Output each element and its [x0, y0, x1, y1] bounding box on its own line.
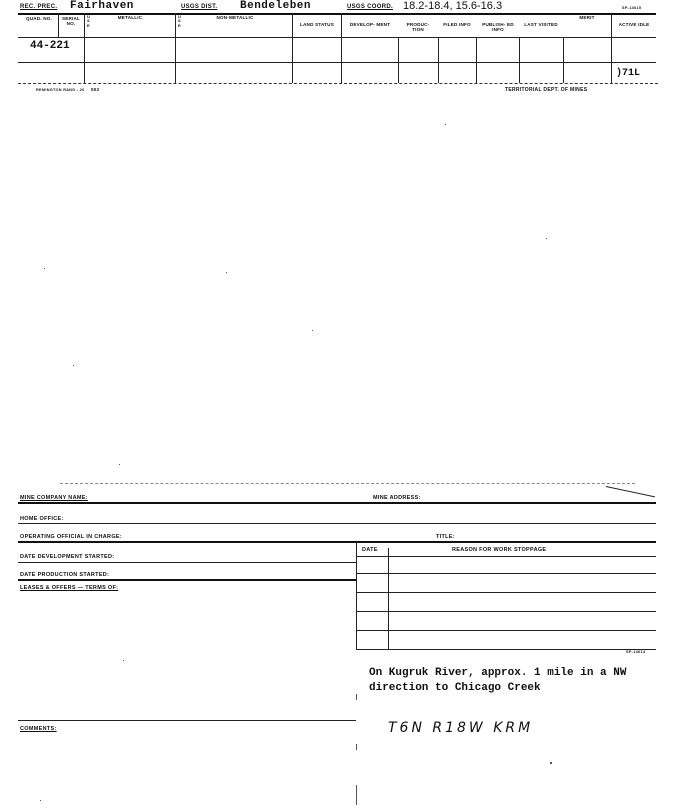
- stoppage-date-divider: [388, 548, 389, 649]
- divider: [563, 37, 564, 83]
- location-note-line1: On Kugruk River, approx. 1 mile in a NW: [369, 667, 627, 679]
- rec-prec-label: REC. PREC.: [20, 4, 58, 10]
- title-label: TITLE:: [436, 534, 455, 540]
- speck: [73, 365, 74, 366]
- divider: [84, 13, 85, 83]
- speck: [226, 272, 227, 273]
- col-filed-info: FILED INFO: [443, 22, 471, 27]
- quad-serial-value: 44-221: [30, 40, 70, 52]
- mine-address-label: MINE ADDRESS:: [373, 495, 421, 501]
- stoppage-row-rule: [356, 592, 656, 593]
- col-production: PRODUC- TION: [406, 22, 430, 32]
- speck: [546, 238, 547, 239]
- stoppage-reason-header: REASON FOR WORK STOPPAGE: [452, 547, 547, 553]
- col-serial-no: SERIAL NO.: [61, 16, 81, 26]
- home-office-rule: [18, 523, 656, 524]
- card-bottom-dash: [18, 83, 658, 84]
- divider: [292, 13, 293, 83]
- col-published-info: PUBLISH- ED INFO: [482, 22, 514, 32]
- card-printer-code: 502: [91, 87, 100, 92]
- col-use-non-metallic: U S E: [178, 14, 181, 28]
- col-metallic: METALLIC: [117, 15, 143, 20]
- stoppage-row-rule: [356, 630, 656, 631]
- leases-label: LEASES & OFFERS — TERMS OF:: [20, 585, 119, 591]
- bottom-card-top-edge: [60, 483, 635, 484]
- development-rule: [18, 562, 356, 563]
- active-idle-value: )71L: [616, 68, 641, 79]
- divider: [611, 13, 612, 83]
- edge-mark: [356, 694, 357, 700]
- divider: [341, 13, 342, 83]
- usgs-coord-label: USGS COORD.: [347, 4, 393, 10]
- col-non-metallic: NON-METALLIC: [216, 15, 254, 20]
- production-rule: [18, 579, 356, 581]
- col-development: DEVELOP- MENT: [349, 22, 391, 27]
- speck: [44, 268, 45, 269]
- speck: [445, 124, 446, 125]
- usgs-dist-label: USGS DIST.: [181, 4, 218, 10]
- form-number-top: SP-14615: [622, 6, 642, 10]
- speck: [312, 330, 313, 331]
- edge-mark: [356, 744, 357, 750]
- edge-mark: [356, 785, 357, 805]
- stoppage-table-left-border: [356, 541, 357, 649]
- territorial-dept-label: TERRITORIAL DEPT. OF MINES: [505, 87, 588, 93]
- header-rule: [18, 37, 656, 38]
- stoppage-row-rule: [356, 611, 656, 612]
- speck: [123, 660, 124, 661]
- stoppage-date-header: DATE: [362, 547, 378, 553]
- divider: [438, 37, 439, 83]
- divider: [476, 37, 477, 83]
- col-land-status: LAND STATUS: [300, 22, 334, 27]
- corner-mark: [606, 486, 655, 497]
- company-rule: [18, 502, 656, 504]
- col-last-visited: LAST VISITED: [524, 22, 558, 27]
- usgs-dist-value: Bendeleben: [240, 0, 312, 12]
- stoppage-header-rule: [356, 556, 656, 557]
- col-use-metallic: U S E: [87, 14, 90, 28]
- divider: [398, 37, 399, 83]
- speck: [119, 464, 120, 465]
- value-rule: [18, 62, 656, 63]
- mine-company-name-label: MINE COMPANY NAME:: [20, 495, 88, 501]
- home-office-label: HOME OFFICE:: [20, 516, 64, 522]
- date-development-label: DATE DEVELOPMENT STARTED:: [20, 554, 115, 560]
- comments-label: COMMENTS:: [20, 726, 57, 732]
- date-production-label: DATE PRODUCTION STARTED:: [20, 572, 110, 578]
- operating-official-label: OPERATING OFFICIAL IN CHARGE:: [20, 534, 122, 540]
- comments-rule: [18, 720, 356, 721]
- speck: [550, 762, 552, 764]
- form-number-bottom: SP-14614: [626, 650, 646, 654]
- divider: [519, 37, 520, 83]
- official-rule: [18, 541, 656, 543]
- stoppage-row-rule: [356, 573, 656, 574]
- handwritten-township-note: T6N R18W KRM: [388, 720, 534, 736]
- col-merit: MERIT: [579, 15, 595, 20]
- stoppage-row-rule: [356, 649, 656, 650]
- rec-prec-value: Fairhaven: [70, 0, 134, 12]
- location-note-line2: direction to Chicago Creek: [369, 682, 541, 694]
- col-active-idle: ACTIVE IDLE: [618, 22, 650, 27]
- divider: [175, 13, 176, 83]
- usgs-coord-value: 18.2-18.4, 15.6-16.3: [403, 0, 503, 12]
- col-quad-no: QUAD. NO.: [25, 16, 53, 21]
- speck: [40, 800, 41, 801]
- card-printer-label: REMINGTON RAND - 20: [36, 88, 85, 92]
